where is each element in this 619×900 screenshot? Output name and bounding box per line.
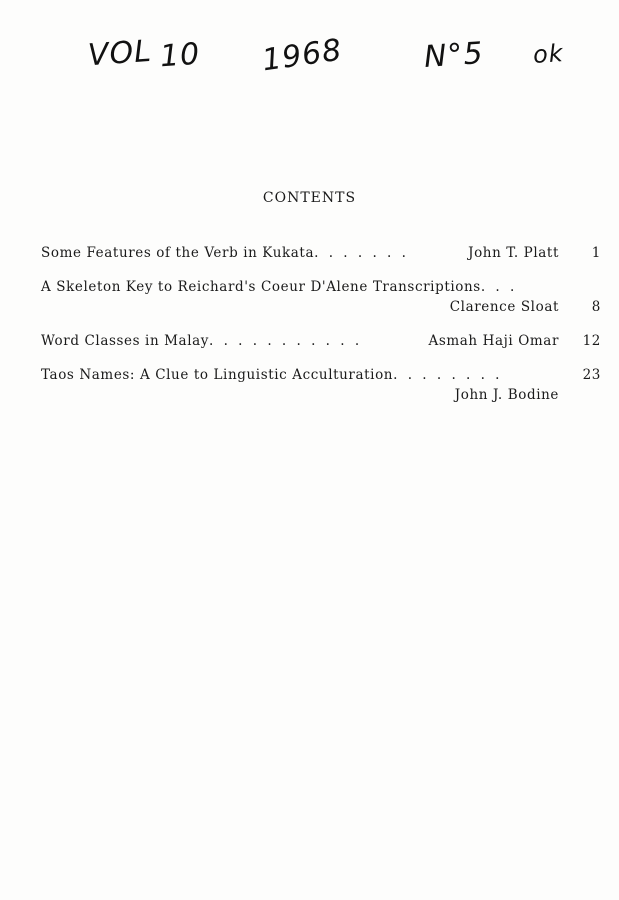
toc-entry [41, 367, 601, 407]
toc-entry-author: John J. Bodine [454, 387, 559, 403]
handwritten-year: 1968 [259, 32, 345, 79]
toc-leader-dots: . . . [480, 279, 518, 295]
toc-entry-author: John T. Platt [468, 245, 559, 261]
toc-entry-title: Word Classes in Malay [41, 333, 210, 349]
toc-entry [41, 279, 601, 319]
toc-entry-author: Clarence Sloat [449, 299, 559, 315]
handwritten-vol: VOL [86, 33, 154, 74]
toc-entry-page: 23 [582, 367, 601, 383]
toc-entry-title: A Skeleton Key to Reichard's Coeur D'Alene Transcriptions [41, 279, 481, 295]
toc-leader-dots: . . . . . . . . . . . [209, 333, 363, 349]
toc-entry [41, 245, 601, 265]
toc-entry-page: 12 [582, 333, 601, 349]
handwritten-issue: N°5 [422, 35, 485, 76]
handwritten-ok: ok [532, 38, 565, 70]
toc-entry [41, 333, 601, 353]
toc-entry-page: 1 [591, 245, 601, 261]
toc-leader-dots: . . . . . . . [314, 245, 409, 261]
handwritten-annotation [0, 30, 619, 90]
toc-entry-title: Some Features of the Verb in Kukata [41, 245, 315, 261]
contents-heading: CONTENTS [262, 190, 357, 206]
toc-entry-page: 8 [591, 299, 601, 315]
toc-entry-author: Asmah Haji Omar [428, 333, 559, 349]
handwritten-volume-number: 10 [158, 36, 202, 75]
toc-entry-title: Taos Names: A Clue to Linguistic Acculturation [41, 367, 394, 383]
table-of-contents [41, 245, 601, 421]
toc-leader-dots: . . . . . . . . [393, 367, 503, 383]
